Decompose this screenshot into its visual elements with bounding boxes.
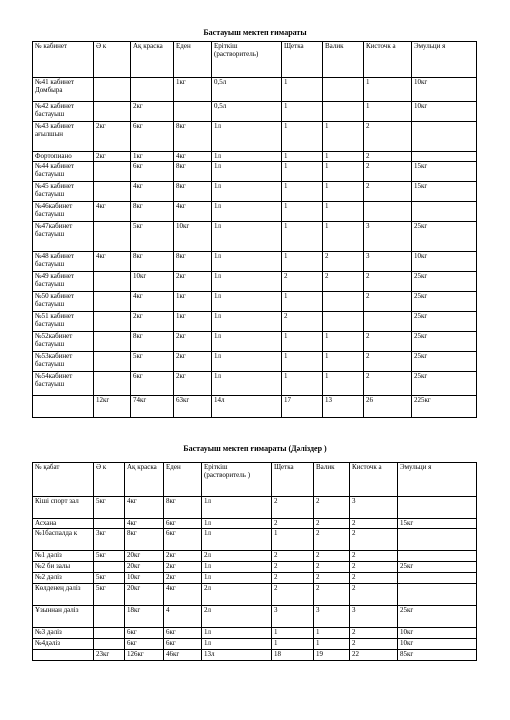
table-cell <box>33 650 94 661</box>
table-cell: 4кг <box>94 252 131 272</box>
table-cell: №52кабинет бастауыш <box>33 332 94 352</box>
table-cell: 2 <box>314 562 350 573</box>
table-cell: 26 <box>364 396 412 418</box>
table-cell: 2 <box>364 182 412 202</box>
table-cell <box>412 202 477 222</box>
table-cell: 3 <box>350 497 398 519</box>
table-cell: 2кг <box>131 312 174 332</box>
table-cell: 2 <box>314 551 350 562</box>
table-cell: Асхана <box>33 519 94 529</box>
table-cell: 2кг <box>174 372 212 396</box>
table-row <box>33 650 477 661</box>
table-cell: 6кг <box>164 639 202 650</box>
table-cell: 22 <box>350 650 398 661</box>
table-cell: 2 <box>364 272 412 292</box>
column-header: Эмульци я <box>412 42 477 78</box>
column-header: Еден <box>164 463 202 497</box>
column-header: № қабат <box>33 463 94 497</box>
table-row <box>33 562 477 573</box>
table-cell: 1л <box>202 628 272 639</box>
table-cell: 2 <box>314 497 350 519</box>
table-cell: 23кг <box>94 650 125 661</box>
table-cell: 2кг <box>164 573 202 584</box>
table-row <box>33 529 477 551</box>
table-cell <box>323 78 364 102</box>
table-cell: 1 <box>272 639 314 650</box>
column-header: Валик <box>323 42 364 78</box>
table-cell: 2 <box>272 497 314 519</box>
table-cell: 10кг <box>125 573 164 584</box>
table-cell: 2 <box>364 332 412 352</box>
table-cell: 1 <box>364 102 412 122</box>
table-cell: 25кг <box>412 292 477 312</box>
materials-table-cabinets <box>32 41 477 418</box>
table-row <box>33 202 477 222</box>
table-cell: 2 <box>350 628 398 639</box>
table-cell: №54кабинет бастауыш <box>33 372 94 396</box>
table-cell: 1л <box>202 562 272 573</box>
table-cell: 25кг <box>412 332 477 352</box>
table-cell: 6кг <box>164 519 202 529</box>
table-row <box>33 332 477 352</box>
table-cell: 8кг <box>164 497 202 519</box>
table-cell: 5кг <box>94 573 125 584</box>
column-header: Ақ краска <box>125 463 164 497</box>
table-cell: 20кг <box>125 562 164 573</box>
table-cell: 1 <box>282 372 323 396</box>
table-cell: №1 дәліз <box>33 551 94 562</box>
table-cell: 2 <box>282 312 323 332</box>
table-cell: 2 <box>314 519 350 529</box>
table-cell: 2кг <box>174 332 212 352</box>
table-cell: 8кг <box>174 162 212 182</box>
column-header: Еріткіш (растворитель ) <box>202 463 272 497</box>
table-cell <box>398 573 477 584</box>
table-cell <box>323 312 364 332</box>
table-cell: 8кг <box>131 202 174 222</box>
table-row <box>33 573 477 584</box>
table-cell: 2л <box>202 584 272 606</box>
table-cell: 74кг <box>131 396 174 418</box>
table-cell: 6кг <box>164 529 202 551</box>
column-header: Кисточк а <box>350 463 398 497</box>
materials-table-corridors <box>32 462 477 661</box>
table-cell: 1л <box>212 292 282 312</box>
table-cell: 1л <box>202 529 272 551</box>
table-cell <box>94 182 131 202</box>
table-cell: 10кг <box>398 628 477 639</box>
table-cell <box>398 584 477 606</box>
table-cell <box>364 202 412 222</box>
table2-title: Бастауыш мектеп ғимараты (Дәліздер ) <box>183 444 327 453</box>
table-cell: 1кг <box>174 78 212 102</box>
table-cell: 15кг <box>412 162 477 182</box>
table-row <box>33 639 477 650</box>
table-cell <box>94 162 131 182</box>
table-cell <box>94 519 125 529</box>
table-cell: 4кг <box>174 152 212 162</box>
table-cell: 2кг <box>174 272 212 292</box>
table-cell: 5кг <box>94 584 125 606</box>
table-cell: 2 <box>350 562 398 573</box>
table-cell <box>94 272 131 292</box>
table-cell: 2 <box>323 272 364 292</box>
table-cell: 13 <box>323 396 364 418</box>
table-cell: 1л <box>202 519 272 529</box>
table-cell: 4 <box>164 606 202 628</box>
table-cell: 1 <box>282 202 323 222</box>
table-row <box>33 519 477 529</box>
table-cell: №1баспалда к <box>33 529 94 551</box>
table-row <box>33 497 477 519</box>
table-cell: 1 <box>282 152 323 162</box>
table-cell: №49 кабинет бастауыш <box>33 272 94 292</box>
table-cell: 0,5л <box>212 78 282 102</box>
table-cell: 8кг <box>174 182 212 202</box>
table-cell: 5кг <box>94 497 125 519</box>
table-cell: 14л <box>212 396 282 418</box>
table-cell: 1 <box>282 332 323 352</box>
table-cell: 5кг <box>131 222 174 252</box>
table-cell: 25кг <box>412 272 477 292</box>
table-cell: 8кг <box>131 332 174 352</box>
table-row <box>33 584 477 606</box>
table-cell: 8кг <box>125 529 164 551</box>
table-cell: 2 <box>350 519 398 529</box>
column-header: Щетка <box>272 463 314 497</box>
table-cell: 5кг <box>94 551 125 562</box>
table-cell: 4кг <box>94 202 131 222</box>
table-cell: 4кг <box>125 519 164 529</box>
table-cell <box>174 102 212 122</box>
table-cell: №2 дәліз <box>33 573 94 584</box>
column-header: Еріткіш (растворитель) <box>212 42 282 78</box>
header-row <box>33 42 477 78</box>
table-cell: 1л <box>212 162 282 182</box>
table-cell: 1 <box>282 182 323 202</box>
table-cell: 13л <box>202 650 272 661</box>
table-cell: 10кг <box>412 252 477 272</box>
table-row <box>33 628 477 639</box>
table-cell: 3 <box>364 252 412 272</box>
table-cell: 1 <box>364 78 412 102</box>
table-row <box>33 122 477 152</box>
table-cell: 1л <box>212 332 282 352</box>
table-cell: 1 <box>282 292 323 312</box>
table-cell: 10кг <box>131 272 174 292</box>
table-cell: 1 <box>272 529 314 551</box>
table-cell: 18 <box>272 650 314 661</box>
table-cell <box>94 352 131 372</box>
table-row <box>33 372 477 396</box>
table-cell: 3 <box>314 606 350 628</box>
column-header: Ә к <box>94 42 131 78</box>
table-cell: 2 <box>350 529 398 551</box>
table-cell: 10кг <box>174 222 212 252</box>
table-cell <box>364 312 412 332</box>
table-cell: 2 <box>272 519 314 529</box>
table-cell: 1 <box>323 372 364 396</box>
table-cell: 2 <box>350 639 398 650</box>
table-cell: 2кг <box>131 102 174 122</box>
table-cell: 1 <box>282 102 323 122</box>
table-cell: 1 <box>323 202 364 222</box>
table-cell: 20кг <box>125 584 164 606</box>
table-cell <box>323 102 364 122</box>
table-cell: 1 <box>272 628 314 639</box>
table-cell: 10кг <box>412 78 477 102</box>
table-cell: №2 би залы <box>33 562 94 573</box>
table-row <box>33 182 477 202</box>
table-cell: 25кг <box>398 562 477 573</box>
table-cell: 1 <box>323 182 364 202</box>
table-cell: 3 <box>364 222 412 252</box>
table-cell: 2 <box>282 272 323 292</box>
table-cell: 85кг <box>398 650 477 661</box>
table-cell: 8кг <box>174 122 212 152</box>
table-cell: 6кг <box>125 639 164 650</box>
table-row <box>33 606 477 628</box>
table-cell: 1 <box>323 222 364 252</box>
table-cell: Ұзыннан дәліз <box>33 606 94 628</box>
table-cell: 8кг <box>174 252 212 272</box>
table-cell <box>33 396 94 418</box>
table-cell <box>94 292 131 312</box>
table-cell: 225кг <box>412 396 477 418</box>
table-cell: 1кг <box>174 312 212 332</box>
table-cell: 1 <box>314 639 350 650</box>
table-cell: 3 <box>350 606 398 628</box>
table-cell: 2 <box>272 551 314 562</box>
table-cell: 1 <box>282 78 323 102</box>
table-cell <box>94 102 131 122</box>
table-cell: №53кабинет бастауыш <box>33 352 94 372</box>
table-cell: 2 <box>272 562 314 573</box>
table-cell: 2л <box>202 606 272 628</box>
table-row <box>33 78 477 102</box>
table-cell <box>398 529 477 551</box>
table-cell: 1 <box>323 162 364 182</box>
table-cell <box>412 122 477 152</box>
table-cell: 18кг <box>125 606 164 628</box>
table-cell: 25кг <box>412 372 477 396</box>
table-cell: 4кг <box>131 292 174 312</box>
table-cell: 2 <box>364 372 412 396</box>
table1-title: Бастауыш мектеп ғимараты <box>203 28 307 37</box>
table-cell: 1 <box>282 252 323 272</box>
table-cell: 0,5л <box>212 102 282 122</box>
column-header: Ақ краска <box>131 42 174 78</box>
table-row <box>33 102 477 122</box>
table-row <box>33 162 477 182</box>
table-cell: 2 <box>364 292 412 312</box>
table-cell: 12кг <box>94 396 131 418</box>
table-cell <box>94 222 131 252</box>
table-cell: №43 кабинет ағылшын <box>33 122 94 152</box>
table-cell <box>412 152 477 162</box>
table-cell: 2 <box>323 252 364 272</box>
table-cell: 25кг <box>412 312 477 332</box>
table-cell: 10кг <box>398 639 477 650</box>
column-header: Щетка <box>282 42 323 78</box>
table-cell: 63кг <box>174 396 212 418</box>
table-row <box>33 352 477 372</box>
table-cell: 20кг <box>125 551 164 562</box>
table-cell: 1л <box>212 352 282 372</box>
table-cell <box>398 497 477 519</box>
table-cell: 1л <box>202 639 272 650</box>
table-cell: 6кг <box>131 372 174 396</box>
table-cell: 1л <box>202 497 272 519</box>
table-cell: 6кг <box>131 122 174 152</box>
table-cell: №42 кабинет бастауыш <box>33 102 94 122</box>
table-cell: 2 <box>272 584 314 606</box>
table-cell: 1 <box>323 152 364 162</box>
table-cell: 3 <box>272 606 314 628</box>
table-cell: 1 <box>314 628 350 639</box>
table-cell: 1 <box>323 352 364 372</box>
table-cell <box>94 562 125 573</box>
header-row <box>33 463 477 497</box>
table-cell: Көлденең дәліз <box>33 584 94 606</box>
table-cell: 2кг <box>94 152 131 162</box>
table-cell: 2 <box>350 584 398 606</box>
table-cell: 17 <box>282 396 323 418</box>
table-cell: 2 <box>272 573 314 584</box>
table-cell: 8кг <box>131 252 174 272</box>
table-cell: 2 <box>364 152 412 162</box>
table-cell: №4дәліз <box>33 639 94 650</box>
table-row <box>33 396 477 418</box>
table-cell: №47кабинет бастауыш <box>33 222 94 252</box>
table-cell: 126кг <box>125 650 164 661</box>
table-cell: №48 кабинет бастауыш <box>33 252 94 272</box>
table-cell: 25кг <box>412 352 477 372</box>
table-cell: 1 <box>282 222 323 252</box>
table-row <box>33 252 477 272</box>
table-cell: 15кг <box>398 519 477 529</box>
table-cell: №44 кабинет бастауыш <box>33 162 94 182</box>
table-cell: 2л <box>202 551 272 562</box>
table-cell: 2 <box>314 573 350 584</box>
table-cell: 1л <box>212 152 282 162</box>
table-row <box>33 272 477 292</box>
table-cell: 2кг <box>164 562 202 573</box>
table-cell: №3 дәліз <box>33 628 94 639</box>
table-cell <box>94 372 131 396</box>
table-cell: 4кг <box>131 182 174 202</box>
table-cell: №45 кабинет бастауыш <box>33 182 94 202</box>
table-cell: 2 <box>314 529 350 551</box>
table-cell: 2кг <box>94 122 131 152</box>
table-row <box>33 312 477 332</box>
table-cell: 6кг <box>164 628 202 639</box>
table-cell: 1л <box>202 573 272 584</box>
table-cell: 4кг <box>174 202 212 222</box>
table-cell: 1л <box>212 202 282 222</box>
table-cell: №46кабинет бастауыш <box>33 202 94 222</box>
table-cell: 2 <box>364 162 412 182</box>
table-cell: Кіші спорт зал <box>33 497 94 519</box>
table-cell: 5кг <box>131 352 174 372</box>
table-cell: 2кг <box>174 352 212 372</box>
table-cell: 2 <box>364 352 412 372</box>
table-cell: 1 <box>282 162 323 182</box>
table-cell <box>94 312 131 332</box>
table-cell: 1л <box>212 272 282 292</box>
table-cell: №51 кабинет бастауыш <box>33 312 94 332</box>
table-row <box>33 551 477 562</box>
table-cell: 19 <box>314 650 350 661</box>
table-cell <box>131 78 174 102</box>
column-header: Ә к <box>94 463 125 497</box>
table-cell: 1кг <box>174 292 212 312</box>
table-cell: 1л <box>212 182 282 202</box>
table-cell <box>398 551 477 562</box>
column-header: № кабинет <box>33 42 94 78</box>
table-cell: 1л <box>212 252 282 272</box>
table-cell <box>94 628 125 639</box>
table-cell: №50 кабинет бастауыш <box>33 292 94 312</box>
table-cell <box>94 639 125 650</box>
table-cell: 1л <box>212 122 282 152</box>
column-header: Кисточк а <box>364 42 412 78</box>
column-header: Эмульци я <box>398 463 477 497</box>
table-cell: 2 <box>350 551 398 562</box>
table-row <box>33 222 477 252</box>
table-cell: 2 <box>364 122 412 152</box>
table-cell: 15кг <box>412 182 477 202</box>
table-cell: 6кг <box>131 162 174 182</box>
table-cell: 1 <box>323 122 364 152</box>
table-cell: 1л <box>212 222 282 252</box>
table-cell <box>323 292 364 312</box>
table-cell: 25кг <box>398 606 477 628</box>
table-cell: 1 <box>282 352 323 372</box>
table-cell: 2 <box>350 573 398 584</box>
column-header: Валик <box>314 463 350 497</box>
table-cell: 4кг <box>125 497 164 519</box>
table-cell: 1кг <box>131 152 174 162</box>
table-cell: Фортопиано <box>33 152 94 162</box>
table-cell: 1л <box>212 312 282 332</box>
table-cell: 10кг <box>412 102 477 122</box>
table-cell: 3кг <box>94 529 125 551</box>
table-cell: 2кг <box>164 551 202 562</box>
table-cell <box>94 606 125 628</box>
table-cell: 46кг <box>164 650 202 661</box>
table-cell <box>94 78 131 102</box>
column-header: Еден <box>174 42 212 78</box>
table-row <box>33 292 477 312</box>
table-cell: 1 <box>323 332 364 352</box>
table-cell: №41 кабинет Домбыра <box>33 78 94 102</box>
table-cell: 1 <box>282 122 323 152</box>
table-row <box>33 152 477 162</box>
table-cell <box>94 332 131 352</box>
table-cell: 25кг <box>412 222 477 252</box>
table-cell: 2 <box>314 584 350 606</box>
table-cell: 6кг <box>125 628 164 639</box>
table-cell: 1л <box>212 372 282 396</box>
table-cell: 4кг <box>164 584 202 606</box>
